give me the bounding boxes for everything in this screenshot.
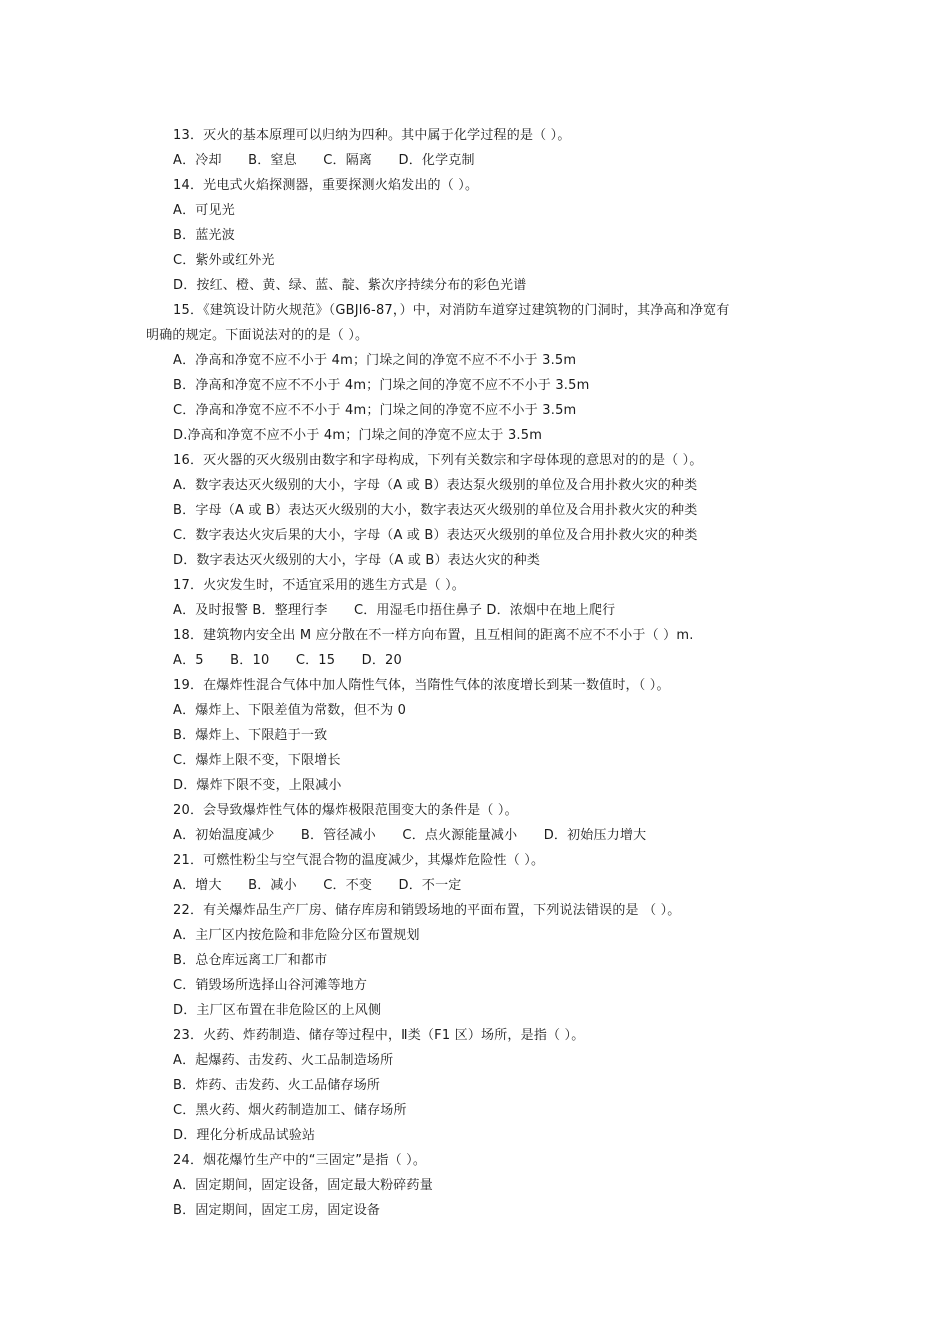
question-text: 17．火灾发生时，不适宜采用的逃生方式是（ ）。 bbox=[173, 578, 465, 593]
answer-option: A．增大 B．减小 C．不变 D．不一定 bbox=[173, 878, 462, 893]
answer-option: A．可见光 bbox=[173, 203, 235, 218]
answer-option: B．总仓库远离工厂和都市 bbox=[173, 953, 328, 968]
answer-option: A．冷却 B．窒息 C．隔离 D．化学克制 bbox=[173, 153, 475, 168]
answer-option: A．爆炸上、下限差值为常数，但不为 0 bbox=[173, 703, 407, 718]
question-text: 19．在爆炸性混合气体中加人隋性气体，当隋性气体的浓度增长到某一数值时，（ ）。 bbox=[173, 678, 670, 693]
answer-option: A．及时报警 B．整理行李 C．用湿毛巾捂住鼻子 D．浓烟中在地上爬行 bbox=[173, 603, 616, 618]
question-text: 13．灭火的基本原理可以归纳为四种。其中属于化学过程的是（ ）。 bbox=[173, 128, 571, 143]
question-text: 20．会导致爆炸性气体的爆炸极限范围变大的条件是（ ）。 bbox=[173, 803, 518, 818]
answer-option: B．爆炸上、下限趋于一致 bbox=[173, 728, 328, 743]
answer-option: A．起爆药、击发药、火工品制造场所 bbox=[173, 1053, 394, 1068]
answer-option: A．数字表达灭火级别的大小，字母（A 或 B）表达泵火级别的单位及合用扑救火灾的种类 bbox=[173, 478, 698, 493]
answer-option: B．炸药、击发药、火工品储存场所 bbox=[173, 1078, 381, 1093]
answer-option: D．爆炸下限不变，上限减小 bbox=[173, 778, 342, 793]
answer-option: C．数字表达火灾后果的大小，字母（A 或 B）表达灭火级别的单位及合用扑救火灾的种类 bbox=[173, 528, 698, 543]
answer-option: C．紫外或红外光 bbox=[173, 253, 275, 268]
answer-option: B．字母（A 或 B）表达灭火级别的大小，数字表达灭火级别的单位及合用扑救火灾的种类 bbox=[173, 503, 698, 518]
question-continuation: 明确的规定。下面说法对的的是（ ）。 bbox=[146, 328, 369, 343]
question-text: 24．烟花爆竹生产中的“三固定”是指（ ）。 bbox=[173, 1153, 427, 1168]
question-text: 14．光电式火焰探测器，重要探测火焰发出的（ ）。 bbox=[173, 178, 479, 193]
answer-option: A．固定期间，固定设备，固定最大粉碎药量 bbox=[173, 1178, 433, 1193]
answer-option: D．数字表达灭火级别的大小，字母（A 或 B）表达火灾的种类 bbox=[173, 553, 541, 568]
answer-option: D．按红、橙、黄、绿、蓝、靛、紫次序持续分布的彩色光谱 bbox=[173, 278, 527, 293]
answer-option: D．理化分析成品试验站 bbox=[173, 1128, 316, 1143]
question-text: 21．可燃性粉尘与空气混合物的温度减少，其爆炸危险性（ ）。 bbox=[173, 853, 545, 868]
answer-option: A．5 B．10 C．15 D．20 bbox=[173, 653, 402, 668]
document-body bbox=[146, 123, 806, 1223]
answer-option: C．销毁场所选择山谷河滩等地方 bbox=[173, 978, 368, 993]
question-text: 15．《建筑设计防火规范》（GBJl6-87，）中，对消防车道穿过建筑物的门洞时，其净高和净宽有 bbox=[173, 303, 730, 318]
answer-option: D.净高和净宽不应不小于 4m；门垛之间的净宽不应太于 3.5m bbox=[173, 428, 543, 443]
question-text: 18．建筑物内安全出 M 应分散在不一样方向布置，且互相间的距离不应不不小于（ ）m. bbox=[173, 628, 694, 643]
question-text: 22．有关爆炸品生产厂房、储存库房和销毁场地的平面布置，下列说法错误的是 （ ）。 bbox=[173, 903, 681, 918]
answer-option: C．爆炸上限不变，下限增长 bbox=[173, 753, 341, 768]
answer-option: A．初始温度减少 B．管径减小 C．点火源能量减小 D．初始压力增大 bbox=[173, 828, 647, 843]
answer-option: C．净高和净宽不应不不小于 4m；门垛之间的净宽不应不小于 3.5m bbox=[173, 403, 577, 418]
answer-option: A．主厂区内按危险和非危险分区布置规划 bbox=[173, 928, 420, 943]
answer-option: C．黑火药、烟火药制造加工、储存场所 bbox=[173, 1103, 407, 1118]
answer-option: B．固定期间，固定工房，固定设备 bbox=[173, 1203, 381, 1218]
question-text: 23．火药、炸药制造、储存等过程中，Ⅱ类（F1 区）场所，是指（ ）。 bbox=[173, 1028, 585, 1043]
answer-option: A．净高和净宽不应不小于 4m；门垛之间的净宽不应不不小于 3.5m bbox=[173, 353, 577, 368]
answer-option: D．主厂区布置在非危险区的上风侧 bbox=[173, 1003, 382, 1018]
question-text: 16．灭火器的灭火级别由数字和字母构成，下列有关数宗和字母体现的意思对的的是（ ）。 bbox=[173, 453, 703, 468]
answer-option: B．净高和净宽不应不不小于 4m；门垛之间的净宽不应不不小于 3.5m bbox=[173, 378, 590, 393]
answer-option: B．蓝光波 bbox=[173, 228, 235, 243]
